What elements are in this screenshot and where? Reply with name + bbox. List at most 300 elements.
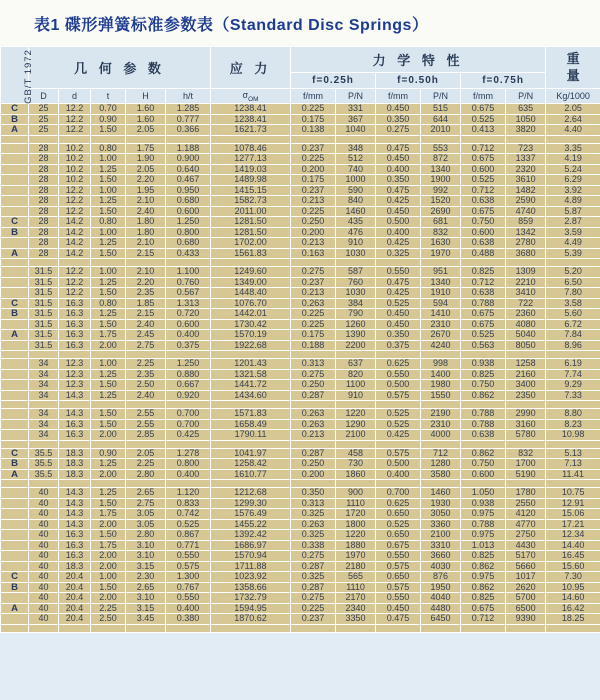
series-label-cell bbox=[1, 593, 29, 604]
value-cell: 3160 bbox=[506, 419, 546, 430]
value-cell: 0.263 bbox=[291, 298, 336, 309]
value-cell: 0.450 bbox=[376, 104, 421, 115]
table-row bbox=[1, 114, 600, 125]
value-cell: 1201.43 bbox=[211, 359, 291, 370]
series-label-cell: C bbox=[1, 448, 29, 459]
value-cell: 1.75 bbox=[91, 540, 126, 551]
separator-cell bbox=[546, 351, 600, 359]
value-cell: 2690 bbox=[421, 206, 461, 217]
value-cell: 5700 bbox=[506, 593, 546, 604]
separator-cell bbox=[506, 480, 546, 488]
value-cell: 0.600 bbox=[461, 227, 506, 238]
sigma-symbol: σ bbox=[242, 89, 249, 100]
series-label-cell: C bbox=[1, 572, 29, 583]
table-row bbox=[1, 488, 600, 499]
value-cell: 0.680 bbox=[166, 196, 211, 207]
value-cell: 0.525 bbox=[461, 114, 506, 125]
separator-cell bbox=[506, 624, 546, 632]
value-cell: 6.29 bbox=[546, 175, 600, 186]
separator-cell bbox=[59, 401, 91, 409]
series-label-cell: A bbox=[1, 603, 29, 614]
value-cell: 0.250 bbox=[291, 217, 336, 228]
value-cell: 2.87 bbox=[546, 217, 600, 228]
separator-row bbox=[1, 624, 600, 632]
value-cell: 1041.97 bbox=[211, 448, 291, 459]
value-cell: 2180 bbox=[336, 561, 376, 572]
series-label-cell bbox=[1, 288, 29, 299]
value-cell: 2010 bbox=[421, 125, 461, 136]
header-weight-label: 重量 bbox=[566, 51, 580, 83]
value-cell: 4030 bbox=[421, 561, 461, 572]
value-cell: 2.00 bbox=[91, 551, 126, 562]
value-cell: 0.163 bbox=[291, 248, 336, 259]
value-cell: 18.3 bbox=[59, 469, 91, 480]
value-cell: 1.50 bbox=[91, 175, 126, 186]
value-cell: 2990 bbox=[506, 409, 546, 420]
value-cell: 12.3 bbox=[59, 369, 91, 380]
value-cell: 3360 bbox=[421, 519, 461, 530]
value-cell: 0.750 bbox=[461, 459, 506, 470]
value-cell: 1.50 bbox=[91, 419, 126, 430]
value-cell: 3.92 bbox=[546, 185, 600, 196]
value-cell: 2.65 bbox=[126, 582, 166, 593]
value-cell: 872 bbox=[421, 154, 461, 165]
separator-cell bbox=[29, 624, 59, 632]
value-cell: 1.75 bbox=[91, 330, 126, 341]
value-cell: 1358.66 bbox=[211, 582, 291, 593]
value-cell: 12.34 bbox=[546, 530, 600, 541]
value-cell: 16.3 bbox=[59, 430, 91, 441]
col-f025-p: P/N bbox=[336, 89, 376, 104]
separator-cell bbox=[336, 259, 376, 267]
value-cell: 1489.98 bbox=[211, 175, 291, 186]
separator-cell bbox=[506, 135, 546, 143]
value-cell: 1.013 bbox=[461, 540, 506, 551]
value-cell: 1.85 bbox=[126, 298, 166, 309]
value-cell: 3580 bbox=[421, 469, 461, 480]
header-geometry: 几 何 参 数 bbox=[29, 47, 211, 89]
value-cell: 1732.79 bbox=[211, 593, 291, 604]
value-cell: 1860 bbox=[336, 469, 376, 480]
separator-cell bbox=[336, 440, 376, 448]
series-label-cell bbox=[1, 206, 29, 217]
value-cell: 1.80 bbox=[126, 217, 166, 228]
value-cell: 0.413 bbox=[461, 125, 506, 136]
value-cell: 15.60 bbox=[546, 561, 600, 572]
value-cell: 0.80 bbox=[91, 298, 126, 309]
separator-cell bbox=[291, 135, 336, 143]
value-cell: 1.60 bbox=[126, 104, 166, 115]
col-H: H bbox=[126, 89, 166, 104]
separator-cell bbox=[166, 259, 211, 267]
col-sigma bbox=[211, 89, 291, 104]
value-cell: 10.2 bbox=[59, 154, 91, 165]
value-cell: 5660 bbox=[506, 561, 546, 572]
col-f050-f: f/mm bbox=[376, 89, 421, 104]
value-cell: 876 bbox=[421, 572, 461, 583]
separator-cell bbox=[291, 440, 336, 448]
value-cell: 1110 bbox=[336, 498, 376, 509]
value-cell: 1460 bbox=[421, 488, 461, 499]
value-cell: 0.862 bbox=[461, 561, 506, 572]
value-cell: 0.525 bbox=[461, 175, 506, 186]
value-cell: 2.40 bbox=[126, 390, 166, 401]
value-cell: 3.05 bbox=[126, 519, 166, 530]
value-cell: 0.550 bbox=[376, 551, 421, 562]
value-cell: 0.433 bbox=[166, 248, 211, 259]
value-cell: 1455.22 bbox=[211, 519, 291, 530]
value-cell: 0.638 bbox=[461, 430, 506, 441]
separator-cell bbox=[461, 480, 506, 488]
value-cell: 0.425 bbox=[376, 238, 421, 249]
value-cell: 14.2 bbox=[59, 217, 91, 228]
value-cell: 1.100 bbox=[166, 267, 211, 278]
page-title: 表1 碟形弹簧标准参数表（Standard Disc Springs） bbox=[34, 16, 429, 34]
value-cell: 1.75 bbox=[126, 143, 166, 154]
table-row bbox=[1, 238, 600, 249]
series-label-cell bbox=[1, 498, 29, 509]
value-cell: 0.650 bbox=[376, 530, 421, 541]
separator-cell bbox=[166, 351, 211, 359]
value-cell: 0.767 bbox=[166, 582, 211, 593]
value-cell: 0.712 bbox=[461, 277, 506, 288]
value-cell: 20.4 bbox=[59, 603, 91, 614]
header-f075: f=0.75h bbox=[461, 73, 546, 89]
value-cell: 1238.41 bbox=[211, 104, 291, 115]
header-mechanical: 力 学 特 性 bbox=[291, 47, 546, 73]
value-cell: 1910 bbox=[421, 288, 461, 299]
value-cell: 31.5 bbox=[29, 267, 59, 278]
series-label-cell bbox=[1, 540, 29, 551]
separator-cell bbox=[166, 440, 211, 448]
value-cell: 4430 bbox=[506, 540, 546, 551]
series-label-cell bbox=[1, 143, 29, 154]
table-row bbox=[1, 509, 600, 520]
value-cell: 1.25 bbox=[91, 164, 126, 175]
table-row bbox=[1, 419, 600, 430]
value-cell: 723 bbox=[506, 143, 546, 154]
separator-cell bbox=[1, 480, 29, 488]
value-cell: 1258.42 bbox=[211, 459, 291, 470]
value-cell: 0.287 bbox=[291, 582, 336, 593]
value-cell: 3310 bbox=[421, 540, 461, 551]
table-row bbox=[1, 448, 600, 459]
value-cell: 730 bbox=[336, 459, 376, 470]
value-cell: 2011.00 bbox=[211, 206, 291, 217]
value-cell: 859 bbox=[506, 217, 546, 228]
value-cell: 0.600 bbox=[461, 469, 506, 480]
value-cell: 0.525 bbox=[461, 330, 506, 341]
value-cell: 681 bbox=[421, 217, 461, 228]
value-cell: 0.237 bbox=[291, 277, 336, 288]
value-cell: 0.825 bbox=[461, 369, 506, 380]
value-cell: 1.25 bbox=[91, 277, 126, 288]
value-cell: 0.287 bbox=[291, 390, 336, 401]
value-cell: 1.50 bbox=[91, 288, 126, 299]
separator-cell bbox=[546, 135, 600, 143]
value-cell: 2.50 bbox=[91, 614, 126, 625]
value-cell: 40 bbox=[29, 530, 59, 541]
value-cell: 12.3 bbox=[59, 359, 91, 370]
value-cell: 0.550 bbox=[376, 593, 421, 604]
value-cell: 0.720 bbox=[166, 309, 211, 320]
value-cell: 0.675 bbox=[461, 319, 506, 330]
value-cell: 1.75 bbox=[91, 509, 126, 520]
value-cell: 12.2 bbox=[59, 267, 91, 278]
value-cell: 2.05 bbox=[126, 448, 166, 459]
value-cell: 0.550 bbox=[376, 267, 421, 278]
separator-cell bbox=[211, 624, 291, 632]
value-cell: 1950 bbox=[421, 582, 461, 593]
value-cell: 1.25 bbox=[91, 488, 126, 499]
value-cell: 0.380 bbox=[166, 614, 211, 625]
value-cell: 0.675 bbox=[461, 309, 506, 320]
value-cell: 2.20 bbox=[126, 277, 166, 288]
value-cell: 0.525 bbox=[376, 419, 421, 430]
separator-cell bbox=[376, 351, 421, 359]
table-row bbox=[1, 593, 600, 604]
series-label-cell bbox=[1, 185, 29, 196]
value-cell: 712 bbox=[421, 448, 461, 459]
value-cell: 1076.70 bbox=[211, 298, 291, 309]
value-cell: 565 bbox=[336, 572, 376, 583]
value-cell: 1.50 bbox=[91, 248, 126, 259]
separator-cell bbox=[1, 135, 29, 143]
value-cell: 998 bbox=[421, 359, 461, 370]
value-cell: 34 bbox=[29, 380, 59, 391]
value-cell: 0.188 bbox=[291, 340, 336, 351]
value-cell: 1040 bbox=[336, 125, 376, 136]
value-cell: 0.550 bbox=[166, 551, 211, 562]
separator-row bbox=[1, 440, 600, 448]
series-label-cell: C bbox=[1, 104, 29, 115]
value-cell: 0.425 bbox=[376, 288, 421, 299]
value-cell: 3350 bbox=[336, 614, 376, 625]
value-cell: 0.90 bbox=[91, 448, 126, 459]
series-label-cell: B bbox=[1, 114, 29, 125]
value-cell: 14.2 bbox=[59, 227, 91, 238]
value-cell: 0.700 bbox=[166, 409, 211, 420]
value-cell: 2320 bbox=[506, 164, 546, 175]
value-cell: 1.25 bbox=[91, 309, 126, 320]
value-cell: 16.3 bbox=[59, 330, 91, 341]
header-f050: f=0.50h bbox=[376, 73, 461, 89]
value-cell: 1780 bbox=[506, 488, 546, 499]
separator-cell bbox=[1, 440, 29, 448]
value-cell: 0.712 bbox=[461, 143, 506, 154]
value-cell: 0.366 bbox=[166, 125, 211, 136]
value-cell: 635 bbox=[506, 104, 546, 115]
value-cell: 28 bbox=[29, 143, 59, 154]
value-cell: 0.225 bbox=[291, 309, 336, 320]
value-cell: 0.450 bbox=[376, 206, 421, 217]
value-cell: 4040 bbox=[421, 593, 461, 604]
value-cell: 0.400 bbox=[166, 469, 211, 480]
value-cell: 0.400 bbox=[166, 603, 211, 614]
value-cell: 2620 bbox=[506, 582, 546, 593]
sigma-subscript: OM bbox=[248, 95, 259, 103]
separator-row bbox=[1, 351, 600, 359]
separator-cell bbox=[336, 135, 376, 143]
value-cell: 1212.68 bbox=[211, 488, 291, 499]
value-cell: 35.5 bbox=[29, 459, 59, 470]
separator-cell bbox=[166, 624, 211, 632]
value-cell: 6.72 bbox=[546, 319, 600, 330]
value-cell: 2.05 bbox=[546, 104, 600, 115]
value-cell: 20.4 bbox=[59, 614, 91, 625]
table-row bbox=[1, 330, 600, 341]
value-cell: 7.30 bbox=[546, 572, 600, 583]
series-label-cell bbox=[1, 267, 29, 278]
value-cell: 0.600 bbox=[166, 206, 211, 217]
separator-row bbox=[1, 135, 600, 143]
value-cell: 1321.58 bbox=[211, 369, 291, 380]
value-cell: 1030 bbox=[336, 288, 376, 299]
value-cell: 0.550 bbox=[166, 593, 211, 604]
separator-cell bbox=[376, 401, 421, 409]
value-cell: 14.60 bbox=[546, 593, 600, 604]
table-row bbox=[1, 380, 600, 391]
value-cell: 1390 bbox=[336, 330, 376, 341]
value-cell: 2.20 bbox=[126, 175, 166, 186]
value-cell: 0.650 bbox=[376, 572, 421, 583]
value-cell: 0.138 bbox=[291, 125, 336, 136]
value-cell: 590 bbox=[336, 185, 376, 196]
value-cell: 35.5 bbox=[29, 469, 59, 480]
value-cell: 40 bbox=[29, 498, 59, 509]
value-cell: 2350 bbox=[506, 390, 546, 401]
value-cell: 1078.46 bbox=[211, 143, 291, 154]
value-cell: 0.475 bbox=[376, 185, 421, 196]
value-cell: 5.39 bbox=[546, 248, 600, 259]
table-row bbox=[1, 319, 600, 330]
value-cell: 10.2 bbox=[59, 143, 91, 154]
value-cell: 1017 bbox=[506, 572, 546, 583]
value-cell: 31.5 bbox=[29, 277, 59, 288]
value-cell: 20.4 bbox=[59, 593, 91, 604]
separator-cell bbox=[506, 401, 546, 409]
value-cell: 3050 bbox=[421, 509, 461, 520]
value-cell: 0.263 bbox=[291, 519, 336, 530]
separator-cell bbox=[1, 351, 29, 359]
col-ht: h/t bbox=[166, 89, 211, 104]
value-cell: 2210 bbox=[506, 277, 546, 288]
value-cell: 1460 bbox=[336, 206, 376, 217]
value-cell: 2.55 bbox=[126, 409, 166, 420]
value-cell: 1610.77 bbox=[211, 469, 291, 480]
value-cell: 740 bbox=[336, 164, 376, 175]
table-row bbox=[1, 248, 600, 259]
table-row bbox=[1, 309, 600, 320]
series-label-cell: B bbox=[1, 459, 29, 470]
value-cell: 1281.50 bbox=[211, 227, 291, 238]
value-cell: 1980 bbox=[421, 380, 461, 391]
value-cell: 5.60 bbox=[546, 309, 600, 320]
separator-cell bbox=[291, 351, 336, 359]
series-label-cell bbox=[1, 164, 29, 175]
value-cell: 0.550 bbox=[376, 369, 421, 380]
value-cell: 12.2 bbox=[59, 104, 91, 115]
value-cell: 0.263 bbox=[291, 419, 336, 430]
value-cell: 0.525 bbox=[166, 519, 211, 530]
table-row bbox=[1, 143, 600, 154]
separator-cell bbox=[1, 259, 29, 267]
value-cell: 0.213 bbox=[291, 288, 336, 299]
separator-cell bbox=[29, 440, 59, 448]
value-cell: 8050 bbox=[506, 340, 546, 351]
value-cell: 1930 bbox=[421, 498, 461, 509]
value-cell: 40 bbox=[29, 488, 59, 499]
value-cell: 10.98 bbox=[546, 430, 600, 441]
separator-cell bbox=[421, 351, 461, 359]
value-cell: 1482 bbox=[506, 185, 546, 196]
value-cell: 16.3 bbox=[59, 530, 91, 541]
value-cell: 1658.49 bbox=[211, 419, 291, 430]
value-cell: 25 bbox=[29, 104, 59, 115]
value-cell: 2.64 bbox=[546, 114, 600, 125]
value-cell: 0.400 bbox=[376, 164, 421, 175]
separator-cell bbox=[421, 480, 461, 488]
value-cell: 0.525 bbox=[376, 409, 421, 420]
series-label-cell: A bbox=[1, 125, 29, 136]
value-cell: 0.950 bbox=[166, 185, 211, 196]
separator-cell bbox=[1, 624, 29, 632]
value-cell: 0.833 bbox=[166, 498, 211, 509]
value-cell: 16.45 bbox=[546, 551, 600, 562]
value-cell: 2360 bbox=[506, 309, 546, 320]
table-header bbox=[1, 47, 600, 104]
value-cell: 16.3 bbox=[59, 340, 91, 351]
value-cell: 722 bbox=[506, 298, 546, 309]
value-cell: 1.00 bbox=[91, 359, 126, 370]
series-label-cell bbox=[1, 390, 29, 401]
value-cell: 0.450 bbox=[376, 154, 421, 165]
separator-cell bbox=[29, 480, 59, 488]
separator-cell bbox=[336, 480, 376, 488]
value-cell: 1621.73 bbox=[211, 125, 291, 136]
value-cell: 28 bbox=[29, 206, 59, 217]
value-cell: 0.475 bbox=[376, 277, 421, 288]
value-cell: 8.80 bbox=[546, 409, 600, 420]
separator-cell bbox=[421, 440, 461, 448]
value-cell: 7.13 bbox=[546, 459, 600, 470]
table-row bbox=[1, 530, 600, 541]
value-cell: 2.15 bbox=[126, 248, 166, 259]
value-cell: 0.500 bbox=[376, 380, 421, 391]
series-label-cell bbox=[1, 530, 29, 541]
value-cell: 1520 bbox=[421, 196, 461, 207]
value-cell: 0.900 bbox=[166, 154, 211, 165]
separator-cell bbox=[91, 351, 126, 359]
separator-cell bbox=[546, 259, 600, 267]
col-t: t bbox=[91, 89, 126, 104]
value-cell: 14.3 bbox=[59, 409, 91, 420]
value-cell: 2100 bbox=[336, 430, 376, 441]
value-cell: 0.825 bbox=[461, 551, 506, 562]
separator-cell bbox=[376, 624, 421, 632]
value-cell: 1630 bbox=[421, 238, 461, 249]
title-bar bbox=[0, 0, 600, 46]
header-f025: f=0.25h bbox=[291, 73, 376, 89]
separator-cell bbox=[461, 624, 506, 632]
table-row bbox=[1, 217, 600, 228]
value-cell: 512 bbox=[336, 154, 376, 165]
series-label-cell bbox=[1, 430, 29, 441]
table-row bbox=[1, 430, 600, 441]
value-cell: 1.50 bbox=[91, 206, 126, 217]
separator-cell bbox=[126, 259, 166, 267]
value-cell: 435 bbox=[336, 217, 376, 228]
